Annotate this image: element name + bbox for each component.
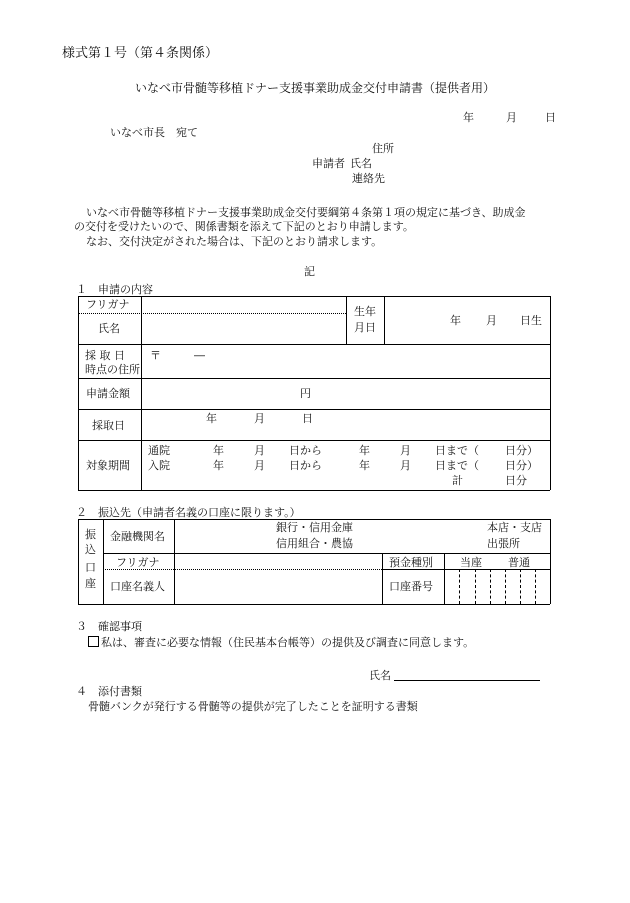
birth-year: 年 xyxy=(450,314,461,327)
account-side-char-2: 込 xyxy=(85,543,96,556)
collection-year: 年 xyxy=(206,412,217,425)
address-label: 住所 xyxy=(372,142,394,155)
birth-label-1: 生年 xyxy=(354,305,376,318)
inpatient-to-day: 日まで（ xyxy=(435,459,479,472)
outpatient-to-year: 年 xyxy=(359,444,370,457)
consent-row[interactable] xyxy=(88,636,474,648)
attachment-item: 骨髄バンクが発行する骨髄等の提供が完了したことを証明する書類 xyxy=(88,700,418,713)
consent-text: 私は、審査に必要な情報（住民基本台帳等）の提供及び調査に同意します。 xyxy=(101,636,475,649)
account-side-char-3: 口 xyxy=(85,561,96,574)
section3-heading: ３ 確認事項 xyxy=(76,620,142,633)
account-side-char-1: 振 xyxy=(85,528,96,541)
name-label: 氏名 xyxy=(98,322,120,335)
birth-label-2: 月日 xyxy=(354,321,376,334)
outpatient-from-year: 年 xyxy=(213,444,224,457)
deposit-current: 当座 xyxy=(460,556,482,569)
ki-label: 記 xyxy=(304,265,315,278)
account-holder-label: 口座名義人 xyxy=(110,580,165,593)
date-year: 年 xyxy=(463,111,474,124)
outpatient-from-day: 日から xyxy=(289,444,322,457)
birth-day: 日生 xyxy=(520,314,542,327)
applicant-name-label: 氏名 xyxy=(350,157,372,170)
collection-address-label-1: 採 取 日 xyxy=(85,349,125,362)
bank-type-1: 銀行・信用金庫 xyxy=(276,521,353,534)
section1-heading: １ 申請の内容 xyxy=(76,283,153,296)
branch-type-1: 本店・支店 xyxy=(487,521,542,534)
consent-checkbox[interactable] xyxy=(88,636,99,647)
deposit-type-label: 預金種別 xyxy=(389,556,433,569)
furigana-label: フリガナ xyxy=(86,298,130,311)
inpatient-from-day: 日から xyxy=(289,459,322,472)
date-day: 日 xyxy=(545,111,556,124)
inpatient-to-year: 年 xyxy=(359,459,370,472)
collection-address-label-2: 時点の住所 xyxy=(85,363,140,376)
bank-type-2: 信用組合・農協 xyxy=(276,537,353,550)
body-paragraph-1-line-1: いなべ市骨髄等移植ドナー支援事業助成金交付要綱第４条第１項の規定に基づき、助成金 xyxy=(86,206,526,219)
amount-unit: 円 xyxy=(300,387,311,400)
outpatient-label: 通院 xyxy=(148,444,170,457)
inpatient-label: 入院 xyxy=(148,459,170,472)
date-month: 月 xyxy=(506,111,517,124)
outpatient-days: 日分） xyxy=(505,444,538,457)
amount-label: 申請金額 xyxy=(86,387,130,400)
signature-label: 氏名 xyxy=(369,669,391,682)
collection-date-label: 採取日 xyxy=(92,419,125,432)
addressee: いなべ市長 宛て xyxy=(110,126,198,139)
inpatient-days: 日分） xyxy=(505,459,538,472)
collection-day: 日 xyxy=(302,412,313,425)
outpatient-to-month: 月 xyxy=(400,444,411,457)
inpatient-from-year: 年 xyxy=(213,459,224,472)
birth-month: 月 xyxy=(486,314,497,327)
account-number-label: 口座番号 xyxy=(389,580,433,593)
postal-mark: 〒 ― xyxy=(150,349,205,362)
outpatient-from-month: 月 xyxy=(254,444,265,457)
inpatient-from-month: 月 xyxy=(254,459,265,472)
body-paragraph-1-line-2: の交付を受けたいので、関係書類を添えて下記のとおり申請します。 xyxy=(74,220,414,233)
body-paragraph-2: なお、交付決定がされた場合は、下記のとおり請求します。 xyxy=(86,235,383,248)
period-label: 対象期間 xyxy=(86,459,130,472)
total-days: 日分 xyxy=(505,474,527,487)
section4-heading: ４ 添付書類 xyxy=(76,685,142,698)
outpatient-to-day: 日まで（ xyxy=(435,444,479,457)
document-title: いなべ市骨髄等移植ドナー支援事業助成金交付申請書（提供者用） xyxy=(135,81,496,95)
inpatient-to-month: 月 xyxy=(400,459,411,472)
bank-name-label: 金融機関名 xyxy=(110,530,165,543)
branch-type-2: 出張所 xyxy=(487,537,520,550)
contact-label: 連絡先 xyxy=(352,172,385,185)
total-label: 計 xyxy=(452,474,463,487)
account-side-char-4: 座 xyxy=(85,577,96,590)
section2-heading: ２ 振込先（申請者名義の口座に限ります。） xyxy=(76,506,301,519)
applicant-label: 申請者 xyxy=(312,157,345,170)
collection-month: 月 xyxy=(254,412,265,425)
deposit-ordinary: 普通 xyxy=(508,556,530,569)
signature-line[interactable] xyxy=(394,680,540,681)
form-number: 様式第１号（第４条関係） xyxy=(62,46,219,61)
account-furigana-label: フリガナ xyxy=(116,556,160,569)
